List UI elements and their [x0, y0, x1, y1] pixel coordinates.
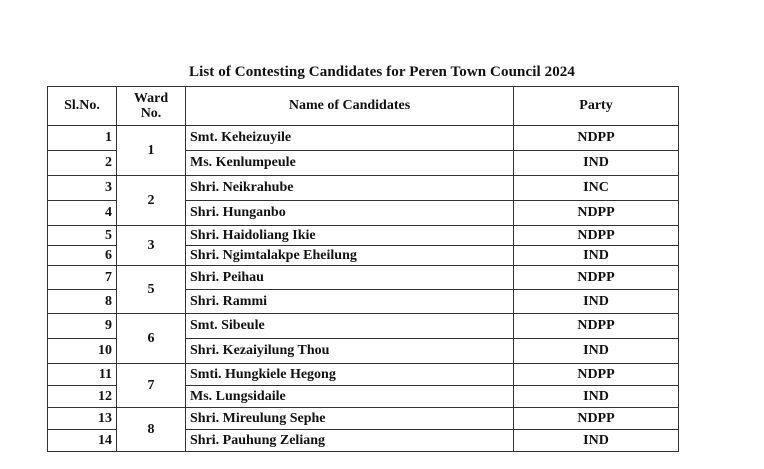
header-ward-line1: Ward: [133, 90, 169, 106]
ward-cell: 5: [117, 266, 186, 314]
sl-cell: 3: [48, 176, 117, 201]
party-cell: IND: [514, 151, 679, 176]
name-cell: Shri. Neikrahube: [186, 176, 514, 201]
party-cell: IND: [514, 246, 679, 266]
name-cell: Shri. Mireulung Sephe: [186, 408, 514, 430]
document-title: List of Contesting Candidates for Peren Town Council 2024: [188, 64, 576, 80]
name-cell: Shri. Rammi: [186, 290, 514, 314]
name-cell: Shri. Hunganbo: [186, 201, 514, 226]
sl-cell: 1: [48, 126, 117, 151]
ward-cell: 8: [117, 408, 186, 452]
sl-cell: 10: [48, 339, 117, 364]
ward-cell: 6: [117, 314, 186, 364]
header-sl-no: Sl.No.: [48, 87, 117, 126]
name-cell: Ms. Lungsidaile: [186, 386, 514, 408]
name-cell: Smti. Hungkiele Hegong: [186, 364, 514, 386]
party-cell: NDPP: [514, 314, 679, 339]
party-cell: NDPP: [514, 201, 679, 226]
table-row: [48, 314, 679, 339]
party-cell: NDPP: [514, 408, 679, 430]
party-cell: IND: [514, 430, 679, 452]
ward-cell: 1: [117, 126, 186, 176]
sl-cell: 2: [48, 151, 117, 176]
name-cell: Shri. Haidoliang Ikie: [186, 226, 514, 246]
name-cell: Ms. Kenlumpeule: [186, 151, 514, 176]
header-ward-no: [117, 87, 186, 126]
sl-cell: 14: [48, 430, 117, 452]
table-row: [48, 176, 679, 201]
sl-cell: 13: [48, 408, 117, 430]
party-cell: NDPP: [514, 226, 679, 246]
name-cell: Smt. Keheizuyile: [186, 126, 514, 151]
sl-cell: 11: [48, 364, 117, 386]
party-cell: IND: [514, 339, 679, 364]
table-row: [48, 126, 679, 151]
name-cell: Shri. Ngimtalakpe Eheilung: [186, 246, 514, 266]
party-cell: NDPP: [514, 126, 679, 151]
ward-cell: 3: [117, 226, 186, 266]
table-row: [48, 226, 679, 246]
name-cell: Shri. Kezaiyilung Thou: [186, 339, 514, 364]
party-cell: NDPP: [514, 266, 679, 290]
name-cell: Shri. Pauhung Zeliang: [186, 430, 514, 452]
table-header-row: [48, 87, 679, 126]
party-cell: INC: [514, 176, 679, 201]
party-cell: NDPP: [514, 364, 679, 386]
table-row: [48, 408, 679, 430]
party-cell: IND: [514, 386, 679, 408]
sl-cell: 8: [48, 290, 117, 314]
header-ward-line2: No.: [140, 106, 162, 121]
ward-cell: 2: [117, 176, 186, 226]
sl-cell: 7: [48, 266, 117, 290]
sl-cell: 9: [48, 314, 117, 339]
sl-cell: 6: [48, 246, 117, 266]
name-cell: Shri. Peihau: [186, 266, 514, 290]
header-name-of-candidates: Name of Candidates: [186, 87, 514, 126]
party-cell: IND: [514, 290, 679, 314]
table-row: [48, 364, 679, 386]
ward-cell: 7: [117, 364, 186, 408]
table-row: [48, 266, 679, 290]
sl-cell: 4: [48, 201, 117, 226]
header-party: Party: [514, 87, 679, 126]
name-cell: Smt. Sibeule: [186, 314, 514, 339]
candidates-table: [47, 86, 679, 452]
sl-cell: 12: [48, 386, 117, 408]
sl-cell: 5: [48, 226, 117, 246]
